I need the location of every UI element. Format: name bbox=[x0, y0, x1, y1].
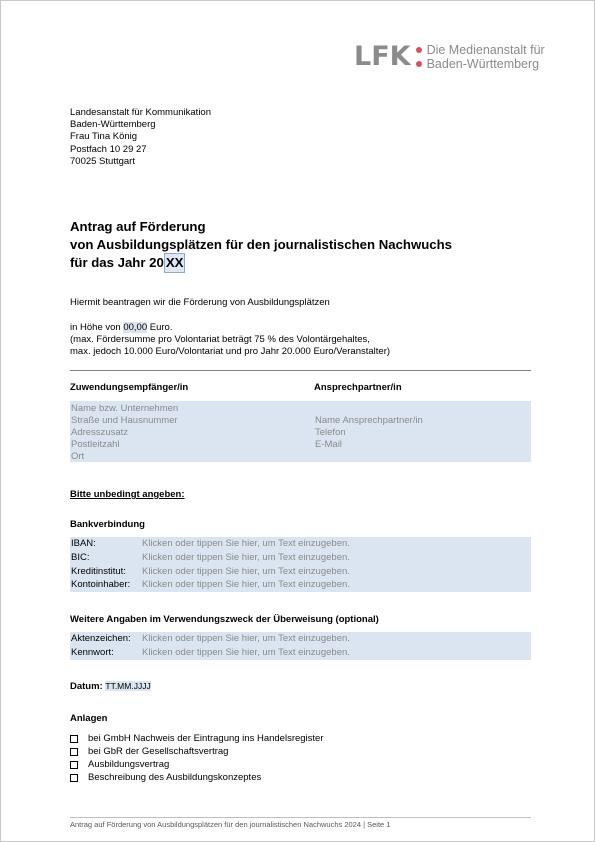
date-input[interactable]: TT.MM.JJJJ bbox=[105, 681, 151, 691]
year-input-field[interactable]: XX bbox=[164, 253, 186, 273]
keyword-input[interactable]: Klicken oder tippen Sie hier, um Text einzugeben. bbox=[142, 647, 350, 658]
logo-line-2: Baden-Württemberg bbox=[426, 57, 540, 71]
recipient-postcode-field[interactable]: Postleitzahl bbox=[71, 439, 120, 450]
logo-line-1: Die Medienanstalt für bbox=[426, 43, 545, 57]
attachment-label: Ausbildungsvertrag bbox=[88, 759, 170, 770]
attachment-label: bei GbR der Gesellschaftsvertrag bbox=[88, 746, 229, 757]
title-line-2: von Ausbildungsplätzen für den journalistischen Nachwuchs bbox=[70, 236, 452, 252]
lfk-logo bbox=[354, 41, 545, 73]
bank-name-input[interactable]: Klicken oder tippen Sie hier, um Text einzugeben. bbox=[142, 566, 350, 577]
further-info-heading: Weitere Angaben im Verwendungszweck der Überweisung (optional) bbox=[70, 614, 379, 625]
address-line: Frau Tina König bbox=[70, 131, 138, 143]
address-line: 70025 Stuttgart bbox=[70, 155, 135, 167]
date-label: Datum: bbox=[70, 681, 103, 692]
amount-suffix: Euro. bbox=[147, 322, 173, 333]
bic-label: BIC: bbox=[71, 552, 90, 563]
account-holder-label: Kontoinhaber: bbox=[71, 579, 131, 590]
contact-heading: Ansprechpartner/in bbox=[314, 382, 402, 393]
attachment-label: Beschreibung des Ausbildungskonzeptes bbox=[88, 772, 262, 783]
recipient-name-field[interactable]: Name bzw. Unternehmen bbox=[71, 403, 179, 414]
attachment-item bbox=[70, 746, 228, 757]
date-line bbox=[70, 681, 151, 692]
attachments-heading: Anlagen bbox=[70, 713, 108, 724]
amount-line bbox=[70, 322, 172, 334]
file-number-input[interactable]: Klicken oder tippen Sie hier, um Text einzugeben. bbox=[142, 633, 350, 644]
recipient-city-field[interactable]: Ort bbox=[71, 451, 85, 462]
attachment-item bbox=[70, 733, 324, 744]
divider bbox=[70, 370, 531, 371]
address-line: Landesanstalt für Kommunikation bbox=[70, 107, 211, 118]
keyword-label: Kennwort: bbox=[71, 647, 114, 658]
file-number-label: Aktenzeichen: bbox=[71, 633, 131, 644]
logo-dot bbox=[416, 47, 422, 53]
address-line: Postfach 10 29 27 bbox=[70, 143, 147, 155]
attachment-item bbox=[70, 772, 261, 783]
logo-dots-icon bbox=[416, 47, 422, 67]
contact-phone-field[interactable]: Telefon bbox=[315, 427, 346, 438]
attachment-item bbox=[70, 759, 169, 770]
amount-note-1: (max. Fördersumme pro Volontariat beträgt 75 % des Volontärgehaltes, bbox=[70, 334, 370, 345]
checkbox-icon[interactable] bbox=[70, 761, 78, 769]
iban-input[interactable]: Klicken oder tippen Sie hier, um Text einzugeben. bbox=[142, 538, 350, 549]
amount-input-field[interactable]: 00,00 bbox=[123, 322, 148, 333]
checkbox-icon[interactable] bbox=[70, 774, 78, 782]
account-holder-input[interactable]: Klicken oder tippen Sie hier, um Text einzugeben. bbox=[142, 579, 350, 590]
amount-note-2: max. jedoch 10.000 Euro/Volontariat und pro Jahr 20.000 Euro/Veranstalter) bbox=[70, 346, 391, 357]
footer-divider bbox=[70, 817, 531, 818]
logo-text bbox=[427, 43, 545, 71]
bank-name-label: Kreditinstitut: bbox=[71, 566, 126, 577]
title-line-3-prefix: für das Jahr 20 bbox=[70, 255, 164, 270]
iban-label: IBAN: bbox=[71, 538, 96, 549]
recipient-heading: Zuwendungsempfänger/in bbox=[70, 382, 189, 393]
amount-prefix: in Höhe von bbox=[70, 322, 124, 333]
address-line: Baden-Württemberg bbox=[70, 119, 156, 131]
contact-name-field[interactable]: Name Ansprechpartner/in bbox=[315, 415, 423, 426]
title-line-1: Antrag auf Förderung bbox=[70, 219, 206, 234]
bank-heading: Bankverbindung bbox=[70, 519, 145, 530]
must-specify-heading: Bitte unbedingt angeben: bbox=[70, 489, 185, 500]
bic-input[interactable]: Klicken oder tippen Sie hier, um Text einzugeben. bbox=[142, 552, 350, 563]
page-footer: Antrag auf Förderung von Ausbildungsplätzen für den journalistischen Nachwuchs 2024 | Seite 1 bbox=[70, 820, 391, 829]
recipient-address bbox=[70, 107, 211, 168]
title-line-3 bbox=[70, 253, 452, 273]
checkbox-icon[interactable] bbox=[70, 748, 78, 756]
logo-mark: LFK bbox=[354, 41, 411, 72]
attachment-label: bei GmbH Nachweis der Eintragung ins Handelsregister bbox=[88, 733, 324, 744]
intro-text: Hiermit beantragen wir die Förderung von Ausbildungsplätzen bbox=[70, 297, 330, 308]
checkbox-icon[interactable] bbox=[70, 735, 78, 743]
contact-email-field[interactable]: E-Mail bbox=[315, 439, 342, 450]
document-title bbox=[70, 218, 452, 273]
recipient-street-field[interactable]: Straße und Hausnummer bbox=[71, 415, 178, 426]
recipient-address-extra-field[interactable]: Adresszusatz bbox=[71, 427, 129, 438]
logo-dot bbox=[416, 61, 422, 67]
